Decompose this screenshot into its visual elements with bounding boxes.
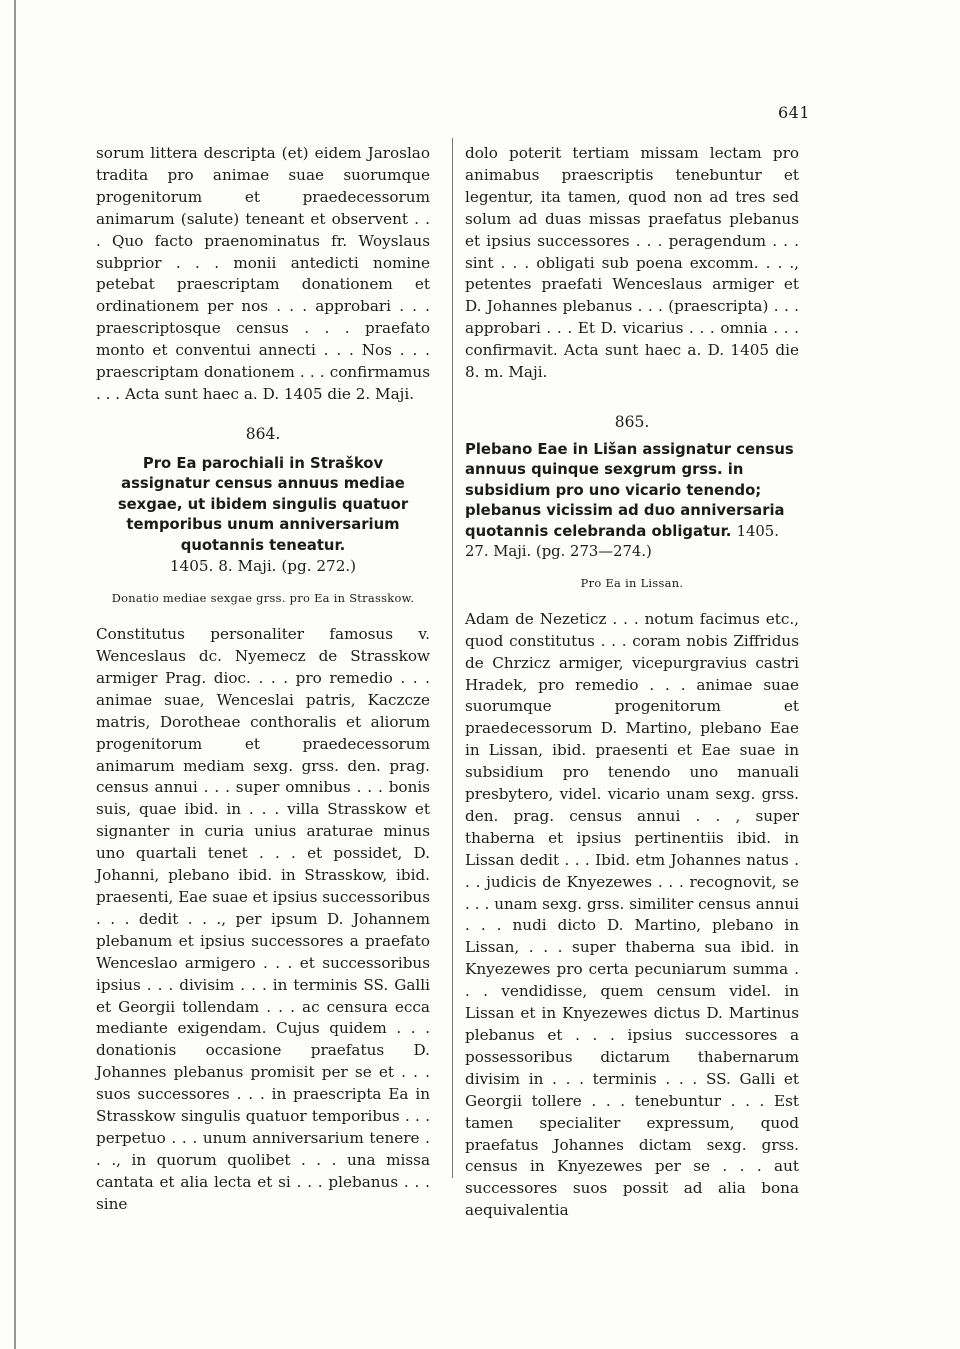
entry-body-text-865: Adam de Nezeticz . . . notum facimus etc., quod constitutus . . . coram nobis Ziffridus de Chrzicz armiger, vicepurgravius castri Hradek, pro remedio . . . animae suae suorumque progenitorum et praedecessorum D. Martino, plebano Eae in Lissan, ibid. praesenti et Eae suae in subsidium pro tenendo uno manuali presbytero, videl. vicario unam sexg. grss. den. prag. census annui . . , super thaberna et ipsius pertinentiis ibid. in Lissan dedit . . . Ibid. etm Johannes natus . . . judicis de Knyezewes . . . recognovit, se . . . unam sexg. grss. similiter census annui . . . nudi dicto D. Martino, plebano in Lissan, . . . super thaberna sua ibid. in Knyezewes pro certa pecuniarum summa . . . vendidisse, quem censum videl. in Lissan et in Knyezewes dictus D. Martinus plebanus et . . . ipsius successores a possessoribus dictarum thabernarum divisim in . . . terminis . . . SS. Galli et Georgii tollere . . . tenebuntur . . . Est tamen specialiter expressum, quod praefatus Johannes dictam sexg. grss. census in Knyezewes per se . . . aut successores suos possit ad alia bona aequivalentia xyxy=(465,609,799,1220)
entry-number-864: 864. xyxy=(245,424,281,443)
page-number: 641 xyxy=(778,103,811,122)
entry-heading-865 xyxy=(465,440,799,563)
regest-864: Donatio mediae sexgae grss. pro Ea in Strasskow. xyxy=(111,591,415,606)
left-continuation-paragraph: sorum littera descripta (et) eidem Jaroslao tradita pro animae suae suorumque progenitorum et praedecessorum animarum (salute) teneant et observent . . . Quo facto praenominatus fr. Woyslaus subprior . . . monii antedicti nomine petebat praescriptam donationem et ordinationem per nos . . . approbari . . . praescriptosque census . . . praefato monto et conventui annecti . . . Nos . . . praescriptam donationem . . . confirmamus . . . Acta sunt haec a. D. 1405 die 2. Maji. xyxy=(96,144,430,403)
entry-body-864 xyxy=(96,624,430,1215)
right-column xyxy=(465,143,799,1222)
column-divider xyxy=(452,138,453,1178)
entry-date-864: 1405. 8. Maji. (pg. 272.) xyxy=(169,557,357,576)
right-continuation-paragraph: dolo poterit tertiam missam lectam pro animabus praescriptis tenebuntur et legentur, ita tamen, quod non ad tres sed solum ad duas missas praefatus plebanus et ipsius successores . . . peragendum . . . sint . . . obligati sub poena excomm. . . ., petentes praefati Wenceslaus armiger et D. Johannes plebanus . . . (praescripta) . . . approbari . . . Et D. vicarius . . . omnia . . . confirmavit. Acta sunt haec a. D. 1405 die 8. m. Maji. xyxy=(465,144,799,382)
entry-heading-864: Pro Ea parochiali in Straškov assignatur census annuus mediae sexgae, ut ibidem singulis quatuor temporibus unum anniversarium quotannis teneatur. xyxy=(117,454,409,554)
entry-body-text-864: Constitutus personaliter famosus v. Wenceslaus dc. Nyemecz de Strasskow armiger Prag. dioc. . . . pro remedio . . . animae suae, Wenceslai patris, Kaczcze matris, Dorotheae conthoralis et aliorum progenitorum et praedecessorum animarum mediam sexg. grss. den. prag. census annui . . . super omnibus . . . bonis suis, quae ibid. in . . . villa Strasskow et signanter in curia unius araturae minus uno quartali tenet . . . et possidet, D. Johanni, plebano ibid. in Strasskow, ibid. praesenti, Eae suae et ipsius successoribus . . . dedit . . ., per ipsum D. Johannem plebanum et ipsius successores a praefato Wenceslao armigero . . . et successoribus ipsius . . . divisim . . . in terminis SS. Galli et Georgii tollendam . . . ac censura ecca mediante exigendam. Cujus quidem . . . donationis occasione praefatus D. Johannes plebanus promisit per se et . . . suos successores . . . in praescripta Ea in Strasskow singulis quatuor temporibus . . . perpetuo . . . unum anniversarium tenere . . ., in quorum quolibet . . . una missa cantata et alia lecta et si . . . plebanus . . . sine xyxy=(96,625,430,1213)
entry-number-865: 865. xyxy=(614,412,650,431)
entry-heading-text-865: Plebano Eae in Lišan assignatur census annuus quinque sexgrum grss. in subsidium pro uno vicario tenendo; plebanus vicissim ad duo anniversaria quotannis celebranda obligatur. xyxy=(465,440,794,540)
entry-body-865 xyxy=(465,609,799,1222)
binding-edge xyxy=(14,0,26,1349)
left-column xyxy=(96,143,430,1216)
entry-heading-date-865: 1405. 27. Maji. (pg. 273—274.) xyxy=(465,522,779,561)
regest-865: Pro Ea in Lissan. xyxy=(580,575,684,590)
